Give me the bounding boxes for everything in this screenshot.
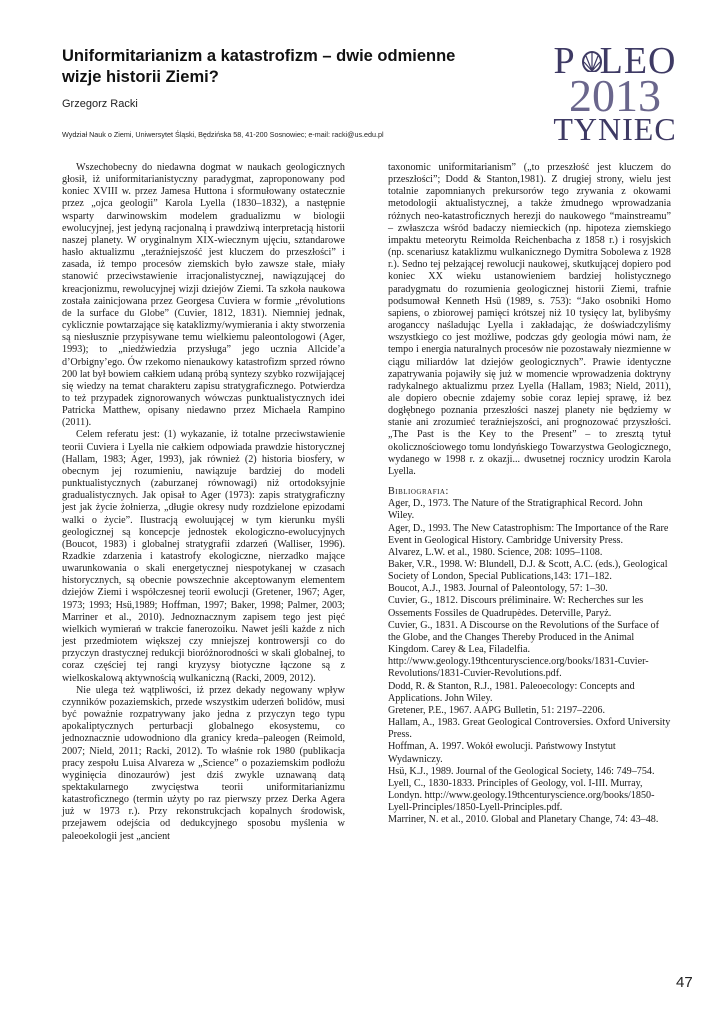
bib-entry: Alvarez, L.W. et al., 1980. Science, 208: 1095–1108. (388, 546, 603, 558)
paper-title: Uniformitarianizm a katastrofizm – dwie odmienne wizje historii Ziemi? (62, 47, 456, 86)
ammonite-shell-icon (582, 50, 602, 72)
bib-entry: Boucot, A.J., 1983. Journal of Paleontology, 57: 1–30. (388, 583, 608, 595)
bib-entry: Hallam, A., 1983. Great Geological Controversies. Oxford University Press. (388, 717, 671, 741)
logo-place: TYNIEC (553, 111, 677, 147)
right-paragraph-1: taxonomic uniformitarianism” („to przeszłość jest kluczem do przeszłości”; Dodd & Stanton,1981). Z drugiej strony, wielu jest totalnie zapomnianych prekursorów tego zrywania z okowami metodologii aktualistycznej, a także żmudnego wprowadzania różnych neo-katastroficznych herezji do naukowego “mainstreamu” – zwłaszcza wśród badaczy niemieckich (np. hipoteza ziemskiego impaktu meteorytu Reimolda Reichenbacha z 1858 r.) i rosyjskich (np. scenariusz kataklizmu wulkanicznego Dymitra Sobolewa z 1928 r.). Sedno tej pełzającej rewolucji naukowej, skutkującej dopiero pod koniec XX wieku ustanowieniem bardziej holistycznego paradygmatu do rozumienia geologicznej historii Ziemi, trafnie podsumował Kenneth Hsü (1989, s. 753): “Jako osobniki Homo sapiens, o zbiorowej pamięci krótszej niż 10 tysięcy lat, bylibyśmy aroganccy naśladując Lyella i zakładając, że doświadczyliśmy wszystkiego co jest możliwe, podczas gdy geologia mówi nam, że tempo i energia naturalnych procesów nie pozostawały niezmienne w ciągu miliardów lat dziejów geologicznych”. Prawie identyczne zapatrywania pojawiły się już w momencie wprowadzenia doktryny radykalnego aktualizmu przez Lyella (Hallam, 1983; Nield, 2011), ale dopiero obecnie zdajemy sobie coraz lepiej sprawę, iż bez dogłębnego poznania przeszłości naszej planety nie będziemy w stanie ani zrozumieć teraźniejszości, ani prognozować przyszłości. „The Past is the Key to the Present” – to zresztą tytuł okolicznościowego tomu londyńskiego Towarzystwa Geologicznego, wydanego w 1998 r. z okazji... dwusetnej rocznicy urodzin Karola Lyella. (388, 162, 671, 477)
bib-entry: Hoffman, A. 1997. Wokół ewolucji. Państwowy Instytut Wydawniczy. (388, 741, 616, 765)
right-column (388, 162, 671, 826)
bib-entry: Hsü, K.J., 1989. Journal of the Geological Society, 146: 749–754. (388, 765, 655, 777)
bibliography-list (388, 498, 671, 826)
bib-entry: Lyell, C., 1830-1833. Principles of Geology, vol. I-III. Murray, Londyn. http://www.geology.19thcenturyscience.org/books/1850-Lyell-Principles/1850-Lyell-Principles.pdf. (388, 777, 655, 814)
paleo-2013-logo (540, 40, 690, 147)
page-number: 47 (676, 974, 693, 991)
bib-entry: Gretener, P.E., 1967. AAPG Bulletin, 51: 2197–2206. (388, 704, 605, 716)
bib-entry: Dodd, R. & Stanton, R.J., 1981. Paleoecology: Concepts and Applications. John Wiley. (388, 680, 635, 704)
author-affiliation: Wydział Nauk o Ziemi, Uniwersytet Śląski, Będzińska 58, 41-200 Sosnowiec; e-mail: racki@us.edu.pl (62, 130, 384, 139)
bibliography-heading: Bibliografia: (388, 486, 449, 498)
bib-entry: Cuvier, G., 1812. Discours préliminaire. W: Recherches sur les Ossements Fossiles de Quadrupèdes. Deterville, Paryż. (388, 595, 644, 619)
left-paragraph-1: Wszechobecny do niedawna dogmat w naukach geologicznych głosił, iż uniformitarianistyczny paradygmat, zaproponowany pod koniec XVIII w. przez Jamesa Huttona i sformułowany ostatecznie przez „ojca geologii” Karola Lyella (1830–1832), a następnie wsparty darwinowskim modelem gradualizmu w biologii ewolucyjnej, jest jedyną racjonalną i prawdziwą interpretacją historii naszej planety. W oryginalnym XIX-wiecznym ujęciu, sztandarowe hasło aktualizmu „teraźniejszość jest kluczem do przeszłości” i zasada, iż tempo procesów ziemskich było zawsze stałe, miały stanowić przeciwstawienie irracjonalistycznej, nawiązującej do kreacjonizmu, rewolucyjnej wizji dziejów Ziemi. Ta szkoła naukowa została zainicjowana przez Georgesa Cuviera w formie „révolutions de la surface du Globe” (Cuvier, 1812, 1831). Niemniej jednak, cyklicznie powtarzające się kataklizmy/wymierania i akty stworzenia są niesłusznie przypisywane temu wielkiemu paleontologowi (Ager, 1993); to „niedźwiedzia przysługa” jego ucznia Allcide’a d’Orbigny’ego. Ów rzekomo nienaukowy katastrofizm sprzed równo 200 lat był bowiem całkiem udaną próbą syntezy szybko rozwijającej się wiedzy na temat charakteru zapisu stratygraficznego. Potwierdza to też przypadek zignorowanych wówczas punktualistycznych idei Patricka Matthew, opisany niedawno przez Michaela Rampino (2011). (62, 162, 345, 429)
left-paragraph-2: Celem referatu jest: (1) wykazanie, iż totalne przeciwstawienie teorii Cuviera i Lyella nie całkiem odpowiada prawdzie historycznej (Hallam, 1983; Ager, 1993), jak również (2) historia biosfery, w obecnym jej rozumieniu, nawiązuje bardziej do modeli punktualistycznych (zaburzanej równowagi) niż ortodoksyjnie gradualistycznych. Jak opisał to Ager (1973): zapis stratygraficzny jest jak życie żołnierza, „długie okresy nudy rozdzielone epizodami walki o życie”. Ilustracją ewoluującej w tym kierunku myśli geologicznej są koncepcje jednostek ekologiczno-ewolucyjnych (Boucot, 1983) i globalnej stratygrafii zdarzeń (Walliser, 1996). Rzadkie zdarzenia i katastrofy ekologiczne, nierzadko mające uwarunkowania o skali energetycznej niespotykanej w czasach historycznych, są obecnie powszechnie akceptowanym elementem dziejów Ziemi i współczesnej teorii ewolucji (Gretener, 1967; Ager, 1973; 1993; Hsü,1989; Hoffman, 1997; Baker, 1998; Palmer, 2003; Marriner et al., 2010). Jednoznacznym zapisem tego jest pięć wielkich wymierań w trakcie fanerozoiku. Nawet jeśli każde z nich jest przedmiotem większej czy mniejszej kontrowersji co do przyczyn drastycznej redukcji bioróżnorodności w skali globalnej, to coraz częściej tej rangi kryzysy biotyczne łączone są z wielkoskalową aktywnością wulkaniczną (Racki, 2009, 2012). (62, 429, 345, 684)
author-name: Grzegorz Racki (62, 98, 138, 110)
logo-year: 2013 (569, 70, 661, 121)
bib-entry: Ager, D., 1993. The New Catastrophism: The Importance of the Rare Event in Geological History. Cambridge University Press. (388, 522, 669, 546)
bib-entry: Cuvier, G., 1831. A Discourse on the Revolutions of the Surface of the Globe, and the Changes Thereby Produced in the Animal Kingdom. Carey & Lea, Filadelfia. http://www.geology.19thcenturyscience.org/books/1831-Cuvier-Revolutions/1831-Cuvier-Revolutions.pdf. (388, 619, 659, 680)
logo-letter-p: P (553, 40, 576, 82)
left-column (62, 162, 345, 843)
bib-entry: Baker, V.R., 1998. W: Blundell, D.J. & Scott, A.C. (eds.), Geological Society of London, Special Publications,143: 171–182. (388, 559, 668, 583)
left-paragraph-3: Nie ulega też wątpliwości, iż przez dekady negowany wpływ czynników pozaziemskich, przede wszystkim uderzeń bolidów, musi być poważnie rozpatrywany jako jedna z przyczyn tego typu apokaliptycznych perturbacji globalnego ekosystemu, co jednoznacznie udowodniono dla granicy kreda–paleogen (Reimold, 2007; Nield, 2011; Racki, 2012). To właśnie rok 1980 (publikacja pracy zespołu Luisa Alvareza w „Science” o pozaziemskim podłożu wyginięcia dinozaurów) jest dziś zwykle uznawaną datą spektakularnego zwycięstwa teorii uniformitarianizmu katastroficznego (termin użyty po raz pierwszy przez Derka Agera już w 1973 r.). Przy rekonstrukcjach kopalnych środowisk, przejawem odejścia od dedukcyjnego sposobu myślenia w paleoekologii jest „ancient (62, 684, 345, 842)
bib-entry: Ager, D., 1973. The Nature of the Stratigraphical Record. John Wiley. (388, 498, 643, 522)
logo-letters-leo: LEO (599, 40, 677, 82)
bib-entry: Marriner, N. et al., 2010. Global and Planetary Change, 74: 43–48. (388, 814, 659, 826)
